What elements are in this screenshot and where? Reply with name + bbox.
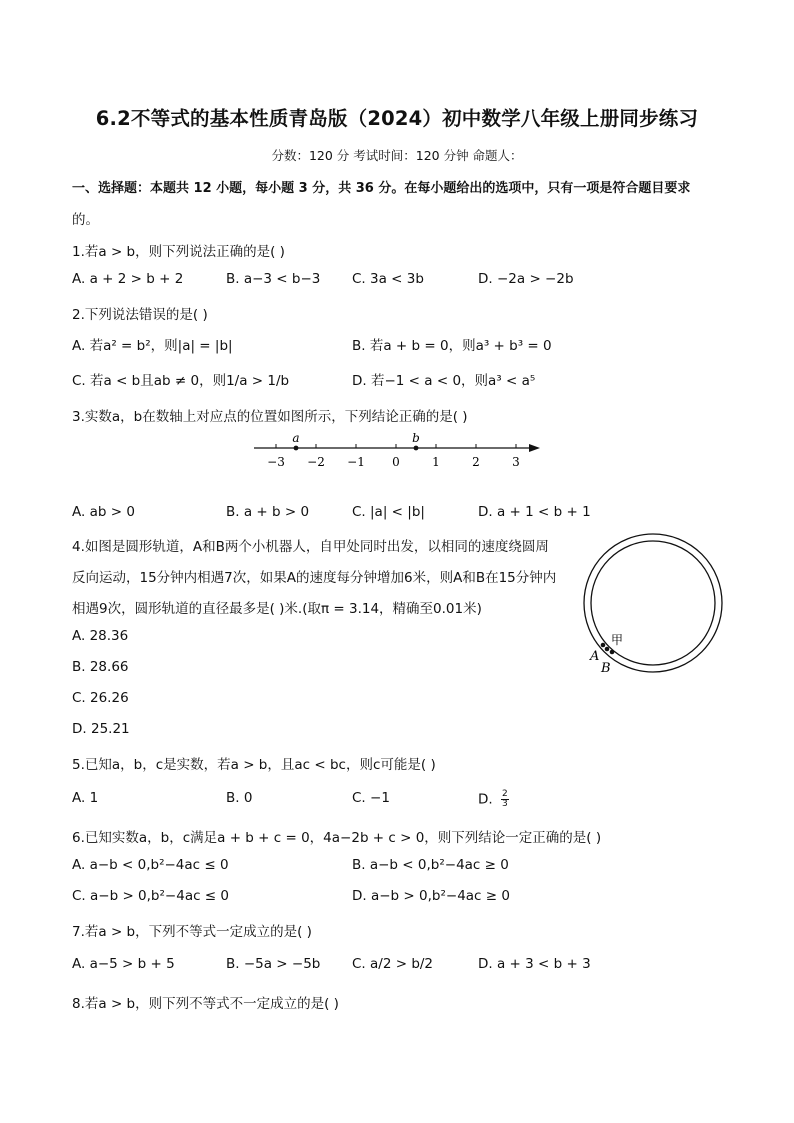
track-outer-circle <box>584 534 722 672</box>
q6-option-a: A. a−b < 0,b²−4ac ≤ 0 <box>72 857 229 873</box>
page-title: 6.2不等式的基本性质青岛版（2024）初中数学八年级上册同步练习 <box>95 107 699 130</box>
q5-option-c: C. −1 <box>352 790 390 806</box>
q3-option-c: C. |a| < |b| <box>352 504 425 520</box>
q6-stem: 6.已知实数a，b，c满足a + b + c = 0，4a−2b + c > 0，则下列结论一定正确的是( ) <box>72 830 602 846</box>
q8-stem: 8.若a > b，则下列不等式不一定成立的是( ) <box>72 996 339 1012</box>
q3-stem: 3.实数a，b在数轴上对应点的位置如图所示，下列结论正确的是( ) <box>72 409 468 425</box>
q2-option-c: C. 若a < b且ab ≠ 0，则1/a > 1/b <box>72 373 290 389</box>
q7-option-d: D. a + 3 < b + 3 <box>478 956 591 972</box>
q2-option-b: B. 若a + b = 0，则a³ + b³ = 0 <box>352 338 552 354</box>
number-line-tick-label: 3 <box>512 455 520 469</box>
q7-option-a: A. a−5 > b + 5 <box>72 956 175 972</box>
q4-option-c: C. 26.26 <box>72 690 129 706</box>
exam-info: 分数：120 分 考试时间：120 分钟 命题人： <box>271 148 523 163</box>
q7-option-b: B. −5a > −5b <box>226 956 321 972</box>
label-a: A <box>590 649 600 664</box>
number-line-tick-label: −2 <box>307 455 325 469</box>
q1-option-a: A. a + 2 > b + 2 <box>72 271 184 287</box>
label-b: B <box>601 661 611 676</box>
q7-stem: 7.若a > b，下列不等式一定成立的是( ) <box>72 924 312 940</box>
fraction-numerator: 2 <box>501 789 508 799</box>
label-jia: 甲 <box>611 633 624 647</box>
q6-option-b: B. a−b < 0,b²−4ac ≥ 0 <box>352 857 509 873</box>
number-line-point-label-a: a <box>292 431 300 445</box>
number-line-point-a <box>294 446 299 451</box>
q2-stem: 2.下列说法错误的是( ) <box>72 307 208 323</box>
circular-track-figure <box>578 533 728 678</box>
number-line-point-b <box>414 446 419 451</box>
q4-option-a: A. 28.36 <box>72 628 129 644</box>
q3-option-d: D. a + 1 < b + 1 <box>478 504 591 520</box>
section-instructions-line2: 的。 <box>72 212 99 228</box>
number-line-tick-label: 2 <box>472 455 480 469</box>
q1-stem: 1.若a > b，则下列说法正确的是( ) <box>72 244 285 260</box>
q4-stem-line3: 相遇9次，圆形轨道的直径最多是( )米.(取π = 3.14，精确至0.01米) <box>72 601 482 617</box>
robot-dot-3 <box>610 650 615 655</box>
number-line-point-label-b: b <box>412 431 420 445</box>
fraction-denominator: 3 <box>501 799 508 809</box>
q6-option-c: C. a−b > 0,b²−4ac ≤ 0 <box>72 888 229 904</box>
robot-dot-2 <box>605 647 610 652</box>
q1-option-d: D. −2a > −2b <box>478 271 574 287</box>
q5-stem: 5.已知a，b，c是实数，若a > b，且ac < bc，则c可能是( ) <box>72 757 436 773</box>
q3-option-b: B. a + b > 0 <box>226 504 310 520</box>
section-instructions-line1: 一、选择题：本题共 12 小题，每小题 3 分，共 36 分。在每小题给出的选项中，只有一项是符合题目要求 <box>72 181 691 196</box>
q7-option-c: C. a/2 > b/2 <box>352 956 434 972</box>
q5-option-b: B. 0 <box>226 790 253 806</box>
q2-option-a: A. 若a² = b²，则|a| = |b| <box>72 338 233 354</box>
number-line-arrow <box>529 444 540 452</box>
q4-stem-line2: 反向运动，15分钟内相遇7次，如果A的速度每分钟增加6米，则A和B在15分钟内 <box>72 570 557 586</box>
q5-option-d-fraction <box>501 790 509 809</box>
q1-option-b: B. a−3 < b−3 <box>226 271 321 287</box>
q2-option-d: D. 若−1 < a < 0，则a³ < a⁵ <box>352 373 536 389</box>
q5-option-d-prefix: D. <box>478 791 493 808</box>
q6-option-d: D. a−b > 0,b²−4ac ≥ 0 <box>352 888 510 904</box>
q5-option-a: A. 1 <box>72 790 99 806</box>
q5-option-d <box>478 790 509 809</box>
q4-option-d: D. 25.21 <box>72 721 130 737</box>
q4-option-b: B. 28.66 <box>72 659 129 675</box>
q4-stem-line1: 4.如图是圆形轨道，A和B两个小机器人，自甲处同时出发，以相同的速度绕圆周 <box>72 539 549 555</box>
q1-option-c: C. 3a < 3b <box>352 271 424 287</box>
q3-option-a: A. ab > 0 <box>72 504 135 520</box>
number-line-tick-label: −3 <box>267 455 285 469</box>
track-inner-circle <box>591 541 715 665</box>
number-line-figure <box>250 428 550 474</box>
number-line-tick-label: 0 <box>392 455 400 469</box>
robot-dot-1 <box>601 643 606 648</box>
number-line-tick-label: −1 <box>347 455 365 469</box>
number-line-tick-label: 1 <box>432 455 440 469</box>
